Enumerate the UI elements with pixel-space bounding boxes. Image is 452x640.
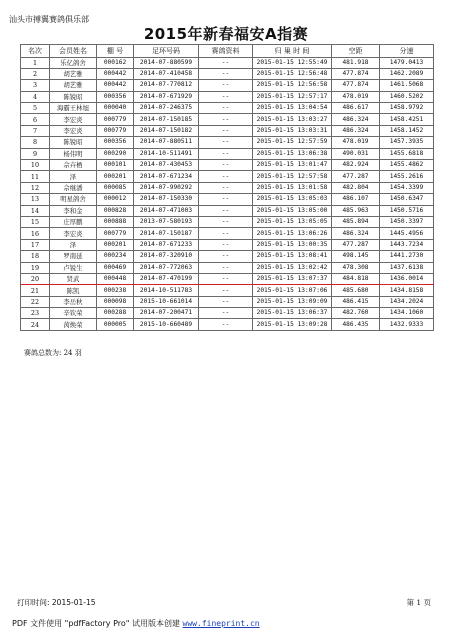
cell-member-name: 贤武 [50, 273, 97, 284]
cell-distance: 477.287 [332, 171, 380, 182]
cell-loft-number: 000201 [97, 239, 134, 250]
cell-arrival-time: 2015-01-15 13:05:00 [253, 205, 332, 216]
cell-speed: 1443.7234 [380, 239, 434, 250]
cell-pigeon-info: -- [199, 308, 253, 319]
cell-ring-number: 2014-07-410458 [134, 68, 199, 79]
cell-ring-number: 2014-07-671234 [134, 171, 199, 182]
cell-loft-number: 000005 [97, 319, 134, 330]
cell-arrival-time: 2015-01-15 12:57:59 [253, 137, 332, 148]
cell-member-name: 陈锐昭 [50, 91, 97, 102]
table-row [21, 262, 434, 273]
cell-ring-number: 2014-10-511491 [134, 148, 199, 159]
cell-speed: 1457.3935 [380, 137, 434, 148]
table-row [21, 91, 434, 102]
cell-pigeon-info: -- [199, 80, 253, 91]
table-row [21, 171, 434, 182]
fineprint-link[interactable]: www.fineprint.cn [182, 619, 260, 628]
cell-distance: 485.680 [332, 285, 380, 296]
cell-loft-number: 000201 [97, 171, 134, 182]
cell-rank: 2 [21, 68, 50, 79]
cell-speed: 1455.2616 [380, 171, 434, 182]
cell-rank: 16 [21, 228, 50, 239]
cell-distance: 490.031 [332, 148, 380, 159]
cell-distance: 482.924 [332, 160, 380, 171]
cell-speed: 1436.0014 [380, 273, 434, 284]
cell-ring-number: 2014-07-770812 [134, 80, 199, 91]
cell-distance: 486.435 [332, 319, 380, 330]
table-row [21, 228, 434, 239]
cell-ring-number: 2014-07-880599 [134, 57, 199, 68]
table-row [21, 80, 434, 91]
cell-rank: 8 [21, 137, 50, 148]
column-header-ring-number: 足环号码 [134, 45, 199, 58]
cell-arrival-time: 2015-01-15 13:09:28 [253, 319, 332, 330]
cell-arrival-time: 2015-01-15 13:05:05 [253, 216, 332, 227]
cell-distance: 486.324 [332, 114, 380, 125]
cell-rank: 5 [21, 103, 50, 114]
cell-distance: 498.145 [332, 251, 380, 262]
table-row [21, 194, 434, 205]
cell-ring-number: 2014-07-150187 [134, 228, 199, 239]
cell-member-name: 李宏炎 [50, 125, 97, 136]
pigeon-total-summary: 赛鸽总数为: 24 羽 [24, 349, 82, 357]
cell-loft-number: 000288 [97, 308, 134, 319]
cell-loft-number: 000779 [97, 125, 134, 136]
column-header-member-name: 会员姓名 [50, 45, 97, 58]
cell-pigeon-info: -- [199, 296, 253, 307]
table-row [21, 68, 434, 79]
cell-rank: 15 [21, 216, 50, 227]
cell-arrival-time: 2015-01-15 13:05:03 [253, 194, 332, 205]
cell-speed: 1434.2024 [380, 296, 434, 307]
cell-rank: 19 [21, 262, 50, 273]
cell-loft-number: 000888 [97, 216, 134, 227]
cell-pigeon-info: -- [199, 228, 253, 239]
cell-speed: 1434.1060 [380, 308, 434, 319]
table-row [21, 148, 434, 159]
cell-member-name: 辛钦荣 [50, 308, 97, 319]
cell-loft-number: 000442 [97, 68, 134, 79]
cell-member-name: 胡艺雅 [50, 80, 97, 91]
cell-rank: 23 [21, 308, 50, 319]
cell-speed: 1450.3397 [380, 216, 434, 227]
table-header-row [21, 45, 434, 58]
table-row [21, 103, 434, 114]
cell-rank: 14 [21, 205, 50, 216]
cell-member-name: 陈锐昭 [50, 137, 97, 148]
cell-arrival-time: 2015-01-15 13:09:09 [253, 296, 332, 307]
cell-distance: 484.818 [332, 273, 380, 284]
cell-loft-number: 000356 [97, 91, 134, 102]
cell-speed: 1437.6138 [380, 262, 434, 273]
cell-pigeon-info: -- [199, 148, 253, 159]
cell-arrival-time: 2015-01-15 13:08:41 [253, 251, 332, 262]
cell-speed: 1454.3399 [380, 182, 434, 193]
table-row [21, 137, 434, 148]
cell-loft-number: 000101 [97, 160, 134, 171]
cell-arrival-time: 2015-01-15 13:07:37 [253, 273, 332, 284]
cell-distance: 486.324 [332, 125, 380, 136]
cell-member-name: 明星鸽舍 [50, 194, 97, 205]
print-time: 打印时间: 2015-01-15 [17, 598, 96, 607]
results-table [20, 44, 434, 331]
cell-member-name: 泽 [50, 239, 97, 250]
cell-pigeon-info: -- [199, 319, 253, 330]
cell-distance: 482.804 [332, 182, 380, 193]
cell-loft-number: 000040 [97, 103, 134, 114]
cell-arrival-time: 2015-01-15 13:06:38 [253, 148, 332, 159]
cell-member-name: 李岳秋 [50, 296, 97, 307]
table-row [21, 182, 434, 193]
cell-member-name: 罗南延 [50, 251, 97, 262]
cell-speed: 1458.1452 [380, 125, 434, 136]
cell-pigeon-info: -- [199, 273, 253, 284]
table-row [21, 251, 434, 262]
cell-member-name: 陈凯 [50, 285, 97, 296]
table-body [21, 57, 434, 330]
cell-ring-number: 2015-10-661014 [134, 296, 199, 307]
cell-loft-number: 000779 [97, 228, 134, 239]
cell-ring-number: 2014-07-200471 [134, 308, 199, 319]
cell-speed: 1450.5716 [380, 205, 434, 216]
table-row [21, 319, 434, 330]
cell-ring-number: 2014-07-320910 [134, 251, 199, 262]
cell-pigeon-info: -- [199, 114, 253, 125]
cell-distance: 478.019 [332, 137, 380, 148]
cell-ring-number: 2015-10-660489 [134, 319, 199, 330]
table-row [21, 308, 434, 319]
cell-loft-number: 000356 [97, 137, 134, 148]
cell-speed: 1441.2730 [380, 251, 434, 262]
column-header-rank: 名次 [21, 45, 50, 58]
cell-pigeon-info: -- [199, 68, 253, 79]
cell-pigeon-info: -- [199, 194, 253, 205]
cell-rank: 3 [21, 80, 50, 91]
cell-pigeon-info: -- [199, 125, 253, 136]
cell-distance: 486.324 [332, 228, 380, 239]
cell-rank: 22 [21, 296, 50, 307]
cell-member-name: 李宏炎 [50, 114, 97, 125]
cell-pigeon-info: -- [199, 216, 253, 227]
cell-pigeon-info: -- [199, 205, 253, 216]
cell-loft-number: 000442 [97, 80, 134, 91]
cell-ring-number: 2014-07-471003 [134, 205, 199, 216]
cell-arrival-time: 2015-01-15 13:03:27 [253, 114, 332, 125]
table-row [21, 125, 434, 136]
cell-arrival-time: 2015-01-15 13:03:31 [253, 125, 332, 136]
cell-ring-number: 2013-07-580193 [134, 216, 199, 227]
cell-distance: 477.874 [332, 80, 380, 91]
cell-member-name: 海霸王林旭 [50, 103, 97, 114]
cell-rank: 9 [21, 148, 50, 159]
cell-ring-number: 2014-07-470199 [134, 273, 199, 284]
table-row [21, 273, 434, 284]
cell-speed: 1461.5068 [380, 80, 434, 91]
cell-loft-number: 000162 [97, 57, 134, 68]
cell-arrival-time: 2015-01-15 13:01:47 [253, 160, 332, 171]
cell-loft-number: 000238 [97, 285, 134, 296]
cell-distance: 481.918 [332, 57, 380, 68]
cell-loft-number: 000828 [97, 205, 134, 216]
cell-member-name: 杨伟明 [50, 148, 97, 159]
cell-ring-number: 2014-07-880511 [134, 137, 199, 148]
cell-arrival-time: 2015-01-15 12:56:58 [253, 80, 332, 91]
cell-arrival-time: 2015-01-15 12:57:17 [253, 91, 332, 102]
cell-distance: 486.107 [332, 194, 380, 205]
cell-rank: 7 [21, 125, 50, 136]
table-row [21, 160, 434, 171]
cell-pigeon-info: -- [199, 160, 253, 171]
pdf-creator-text: PDF 文件使用 "pdfFactory Pro" 试用版本创建 [12, 619, 183, 628]
cell-distance: 485.894 [332, 216, 380, 227]
cell-speed: 1462.2089 [380, 68, 434, 79]
cell-ring-number: 2014-07-430453 [134, 160, 199, 171]
cell-pigeon-info: -- [199, 251, 253, 262]
column-header-loft-number: 棚 号 [97, 45, 134, 58]
club-name: 汕头市搏翼赛鸽俱乐部 [9, 15, 89, 24]
cell-arrival-time: 2015-01-15 12:57:58 [253, 171, 332, 182]
cell-ring-number: 2014-07-772063 [134, 262, 199, 273]
cell-arrival-time: 2015-01-15 12:56:48 [253, 68, 332, 79]
cell-arrival-time: 2015-01-15 13:01:58 [253, 182, 332, 193]
cell-rank: 4 [21, 91, 50, 102]
pdf-creator-note [12, 618, 260, 629]
cell-member-name: 佘卉栖 [50, 160, 97, 171]
cell-loft-number: 000448 [97, 273, 134, 284]
cell-ring-number: 2014-10-511783 [134, 285, 199, 296]
cell-speed: 1455.4862 [380, 160, 434, 171]
cell-ring-number: 2014-07-150185 [134, 114, 199, 125]
table-row [21, 205, 434, 216]
page-number: 第 1 页 [406, 598, 431, 607]
cell-speed: 1434.8158 [380, 285, 434, 296]
cell-pigeon-info: -- [199, 285, 253, 296]
cell-arrival-time: 2015-01-15 12:55:49 [253, 57, 332, 68]
table-row [21, 285, 434, 296]
cell-speed: 1458.9792 [380, 103, 434, 114]
cell-loft-number: 000779 [97, 114, 134, 125]
cell-member-name: 李和金 [50, 205, 97, 216]
cell-speed: 1432.9333 [380, 319, 434, 330]
table-row [21, 57, 434, 68]
cell-member-name: 苪焕荣 [50, 319, 97, 330]
cell-pigeon-info: -- [199, 262, 253, 273]
cell-loft-number: 000085 [97, 182, 134, 193]
cell-distance: 486.617 [332, 103, 380, 114]
cell-member-name: 佘继潘 [50, 182, 97, 193]
cell-speed: 1450.6347 [380, 194, 434, 205]
cell-pigeon-info: -- [199, 57, 253, 68]
cell-speed: 1460.5202 [380, 91, 434, 102]
cell-pigeon-info: -- [199, 171, 253, 182]
table-row [21, 239, 434, 250]
column-header-pigeon-info: 赛鸽资料 [199, 45, 253, 58]
column-header-distance: 空距 [332, 45, 380, 58]
cell-rank: 10 [21, 160, 50, 171]
column-header-speed: 分速 [380, 45, 434, 58]
cell-distance: 478.308 [332, 262, 380, 273]
cell-arrival-time: 2015-01-15 13:06:26 [253, 228, 332, 239]
cell-rank: 12 [21, 182, 50, 193]
cell-ring-number: 2014-07-150330 [134, 194, 199, 205]
cell-ring-number: 2014-07-246375 [134, 103, 199, 114]
table-row [21, 296, 434, 307]
cell-member-name: 泽 [50, 171, 97, 182]
cell-speed: 1445.4956 [380, 228, 434, 239]
cell-loft-number: 000469 [97, 262, 134, 273]
cell-member-name: 乐亿鸽舍 [50, 57, 97, 68]
cell-arrival-time: 2015-01-15 13:06:37 [253, 308, 332, 319]
cell-member-name: 李宏炎 [50, 228, 97, 239]
cell-ring-number: 2014-07-150182 [134, 125, 199, 136]
cell-loft-number: 000234 [97, 251, 134, 262]
cell-loft-number: 000290 [97, 148, 134, 159]
table-row [21, 114, 434, 125]
cell-rank: 17 [21, 239, 50, 250]
cell-distance: 477.874 [332, 68, 380, 79]
cell-rank: 20 [21, 273, 50, 284]
cell-rank: 21 [21, 285, 50, 296]
table-row [21, 216, 434, 227]
cell-rank: 13 [21, 194, 50, 205]
cell-rank: 24 [21, 319, 50, 330]
cell-arrival-time: 2015-01-15 13:04:54 [253, 103, 332, 114]
cell-speed: 1479.0413 [380, 57, 434, 68]
cell-arrival-time: 2015-01-15 13:02:42 [253, 262, 332, 273]
page-title: 2015年新春福安A指赛 [143, 25, 309, 43]
cell-pigeon-info: -- [199, 137, 253, 148]
cell-distance: 477.287 [332, 239, 380, 250]
cell-speed: 1455.6818 [380, 148, 434, 159]
cell-ring-number: 2014-07-671233 [134, 239, 199, 250]
cell-member-name: 卢锐生 [50, 262, 97, 273]
cell-arrival-time: 2015-01-15 13:00:35 [253, 239, 332, 250]
cell-loft-number: 000098 [97, 296, 134, 307]
cell-rank: 6 [21, 114, 50, 125]
cell-pigeon-info: -- [199, 91, 253, 102]
cell-member-name: 庄厚鹏 [50, 216, 97, 227]
cell-pigeon-info: -- [199, 239, 253, 250]
cell-distance: 485.963 [332, 205, 380, 216]
cell-distance: 478.019 [332, 91, 380, 102]
cell-ring-number: 2014-07-990292 [134, 182, 199, 193]
cell-loft-number: 000012 [97, 194, 134, 205]
cell-arrival-time: 2015-01-15 13:07:06 [253, 285, 332, 296]
cell-distance: 482.760 [332, 308, 380, 319]
cell-rank: 1 [21, 57, 50, 68]
column-header-arrival-time: 归 巢 时 间 [253, 45, 332, 58]
cell-distance: 486.415 [332, 296, 380, 307]
cell-member-name: 胡艺雅 [50, 68, 97, 79]
cell-speed: 1458.4251 [380, 114, 434, 125]
cell-rank: 18 [21, 251, 50, 262]
cell-pigeon-info: -- [199, 103, 253, 114]
cell-ring-number: 2014-07-671929 [134, 91, 199, 102]
cell-rank: 11 [21, 171, 50, 182]
cell-pigeon-info: -- [199, 182, 253, 193]
